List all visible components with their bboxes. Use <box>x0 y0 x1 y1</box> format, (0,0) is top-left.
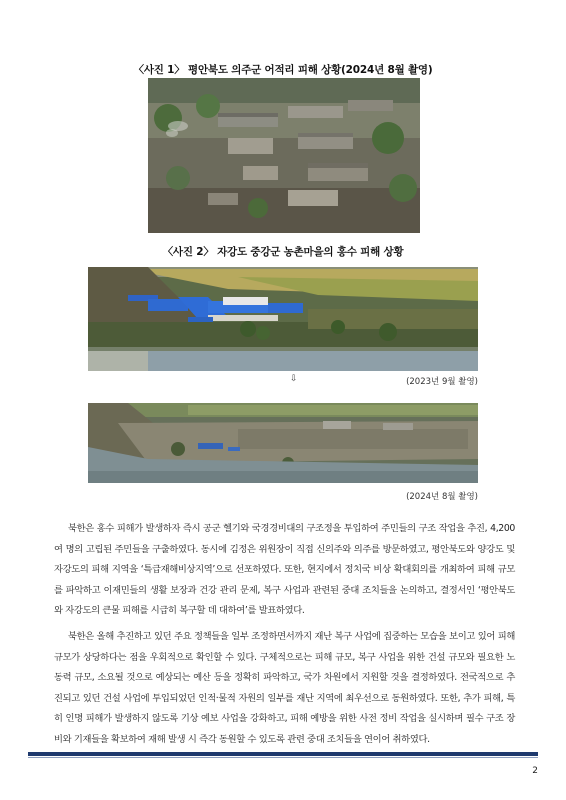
body-paragraph-2-text: 북한은 올해 추진하고 있던 주요 정책들을 일부 조정하면서까지 재난 복구 사업에 집중하는 모습을 보이고 있어 피해 규모가 상당하다는 점을 우회적으로 확인할 수 있다. 구체적으로는 피해 규모, 복구 사업을 위한 건설 규모와 필요한 노동력 규모, 소요될 것으로 예상되는 예산 등을 정확히 파악하고, 국가 차원에서 지원할 것을 결정하였다. 전국적으로 추진되고 있던 건설 사업에 투입되었던 인적·물적 자원의 일부를 재난 지역에 최우선으로 동원하였다. 또한, 추가 피해, 특히 인명 피해가 발생하지 않도록 기상 예보 사업을 강화하고, 피해 예방을 위한 사전 정비 작업을 실시하며 필수 구조 장비와 기재들을 확보하여 재해 발생 시 즉각 동원할 수 있도록 관련 중대 조치들을 연이어 취하였다. <box>54 631 515 745</box>
photo2-caption: 〈사진 2〉 자강도 중강군 농촌마을의 홍수 피해 상황 <box>162 246 404 258</box>
down-arrow-icon: ⇩ <box>290 374 298 384</box>
photo1-caption: 〈사진 1〉 평안북도 의주군 어적리 피해 상황(2024년 8월 촬영) <box>133 64 433 76</box>
footer-rule <box>28 752 538 756</box>
body-paragraph-1-text: 북한은 홍수 피해가 발생하자 즉시 공군 헬기와 국경경비대의 구조정을 투입하여 주민들의 구조 작업을 추진, 4,200여 명의 고립된 주민들을 구출하였다. 동시에 김정은 위원장이 직접 신의주와 의주를 방문하였고, 평안북도와 양강도 및 자강도의 피해 지역을 ‘특급재해비상지역’으로 선포하였다. 또한, 현지에서 정치국 비상 확대회의를 개최하여 피해 규모를 파악하고 이재민들의 생활 보장과 건강 관리 문제, 복구 사업과 관련된 중대 조치들을 논의하고, 결정서인 ‘평안북도와 자강도의 큰물 피해를 시급히 복구할 데 대하여’를 발표하였다. <box>54 523 515 617</box>
footer-rule-thin <box>28 757 538 758</box>
body-paragraph-2 <box>54 627 515 751</box>
photo2-after-image <box>88 403 478 483</box>
photo2-before-date: (2023년 9월 촬영) <box>406 377 478 387</box>
page-number: 2 <box>532 766 538 776</box>
photo2-after-date: (2024년 8월 촬영) <box>406 492 478 502</box>
photo2-before-image <box>88 267 478 371</box>
body-paragraph-1 <box>54 519 515 622</box>
photo1-flood-village-image <box>148 78 420 233</box>
